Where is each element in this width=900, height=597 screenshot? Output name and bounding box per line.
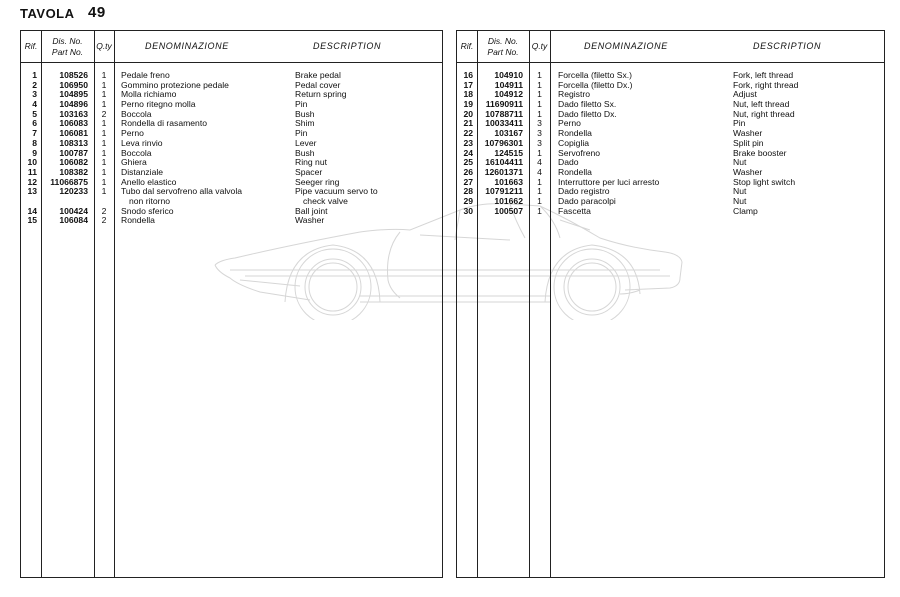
header-dis-no-label: Dis. No. [52,35,83,46]
title-label: TAVOLA [20,6,75,21]
rif-cell: 21 [463,118,473,129]
part-number-cell: 104895 [59,89,88,100]
quantity-cell: 3 [537,137,542,148]
quantity-cell: 3 [537,128,542,139]
rif-cell: 10 [27,157,37,168]
part-number-cell: 104896 [59,99,88,110]
part-number-cell: 101662 [494,195,523,206]
part-number-cell: 108313 [59,137,88,148]
rif-cell: 17 [463,79,473,90]
denominazione-cell: Dado registro [558,186,610,197]
description-cell: Adjust [733,89,757,100]
quantity-cell: 4 [537,157,542,168]
rif-cell: 9 [32,147,37,158]
quantity-cell: 4 [537,166,542,177]
rif-cell: 27 [463,176,473,187]
denominazione-cell: Interruttore per luci arresto [558,176,660,187]
rif-cell: 13 [27,186,37,197]
quantity-cell: 1 [537,79,542,90]
part-number-cell: 100424 [59,205,88,216]
parts-table-right [456,30,885,578]
part-number-cell: 103163 [59,108,88,119]
denominazione-cell: Rondella [121,215,155,226]
part-number-cell: 100787 [59,147,88,158]
denominazione-cell: Snodo sferico [121,205,174,216]
part-number-cell: 11690911 [485,99,523,110]
description-cell: Split pin [733,137,764,148]
rif-cell: 20 [463,108,473,119]
part-number-cell: 10033411 [485,118,523,129]
quantity-cell: 1 [537,147,542,158]
rif-cell: 14 [27,205,37,216]
rows-right [457,71,884,216]
rif-cell: 23 [463,137,473,148]
description-cell: Nut, left thread [733,99,790,110]
description-cell: Seeger ring [295,176,340,187]
header-qty: Q.ty [96,41,112,51]
rif-cell: 11 [27,166,37,177]
quantity-cell: 1 [101,137,107,148]
denominazione-cell: Rondella [558,166,592,177]
description-cell: Brake pedal [295,70,341,80]
part-number-cell: 103167 [494,128,523,139]
quantity-cell: 1 [101,186,107,197]
header-part-no-label: Part No. [51,46,84,57]
part-number-cell: 120233 [59,186,88,197]
quantity-cell: 1 [101,166,107,177]
part-number-cell: 108526 [59,70,88,80]
rif-cell: 29 [463,195,473,206]
description-cell: Pedal cover [295,79,341,90]
denominazione-cell: Rondella [558,128,592,139]
part-number-cell: 106082 [59,157,88,168]
rif-cell: 7 [32,128,37,139]
quantity-cell: 1 [101,176,107,187]
header-rif: Rif. [24,41,38,51]
rif-cell: 25 [463,157,473,168]
table-row [21,216,442,226]
denominazione-cell: Anello elastico [121,176,177,187]
description-cell: Brake booster [733,147,787,158]
rif-cell: 6 [32,118,37,129]
description-cell: Bush [295,108,315,119]
rif-cell: 28 [463,186,473,197]
description-cell: Washer [295,215,325,226]
description-cell: Lever [295,137,317,148]
rif-cell: 1 [32,70,37,80]
denominazione-cell: Forcella (filetto Dx.) [558,79,633,90]
header-description: DESCRIPTION [313,41,382,51]
part-number-cell: 100507 [494,205,523,216]
rif-cell: 24 [463,147,473,158]
rif-cell: 8 [32,137,37,148]
quantity-cell: 1 [537,99,542,110]
rif-cell: 3 [32,89,37,100]
header-qty: Q.ty [531,41,548,51]
header-part-no-label: Part No. [487,46,519,57]
rif-cell: 15 [27,215,37,226]
part-number-cell: 104910 [494,70,523,80]
header-divider [21,62,442,63]
quantity-cell: 1 [537,176,542,187]
rif-cell: 22 [463,128,473,139]
quantity-cell: 1 [537,108,542,119]
denominazione-cell: Gommino protezione pedale [121,79,229,90]
description-cell: Nut [733,186,747,197]
denominazione-cell: Pedale freno [121,70,170,80]
description-cell: Bush [295,147,315,158]
part-number-cell: 101663 [494,176,523,187]
header-description: DESCRIPTION [753,41,822,51]
rows-left [21,71,442,226]
rif-cell: 12 [27,176,37,187]
description-cell: Nut, right thread [733,108,795,119]
quantity-cell: 1 [537,186,542,197]
header-part-no [477,31,529,62]
quantity-cell: 1 [101,118,107,129]
denominazione-cell: Rondella di rasamento [121,118,207,129]
description-cell: Pipe vacuum servo to [295,186,378,197]
quantity-cell: 2 [101,108,107,119]
rif-cell: 26 [463,166,473,177]
denominazione-cell: Molla richiamo [121,89,177,100]
description-cell: Washer [733,128,763,139]
part-number-cell: 10796301 [484,137,523,148]
quantity-cell: 3 [537,118,542,129]
quantity-cell: 1 [537,70,542,80]
quantity-cell: 1 [101,99,107,110]
part-number-cell: 12601371 [484,166,523,177]
rif-cell: 16 [463,70,473,80]
part-number-cell: 10791211 [485,186,523,197]
denominazione-cell: Perno [121,128,144,139]
parts-table-left [20,30,443,578]
denominazione-cell: Dado paracolpi [558,195,616,206]
rif-cell: 4 [32,99,37,110]
header-divider [457,62,884,63]
description-cell: Fork, right thread [733,79,799,90]
description-cell: Ring nut [295,157,328,168]
header-denominazione: DENOMINAZIONE [145,41,229,51]
description-cell: Shim [295,118,315,129]
denominazione-cell: Ghiera [121,157,147,168]
denominazione-cell: Tubo dal servofreno alla valvola [121,186,243,197]
table-row [457,207,884,217]
description-cell: Clamp [733,205,758,216]
table-number: 49 [88,4,106,21]
description-cell: Pin [295,128,308,139]
denominazione-cell: Servofreno [558,147,601,158]
rif-cell: 2 [32,79,37,90]
header-denominazione: DENOMINAZIONE [584,41,668,51]
part-number-cell: 106081 [59,128,88,139]
denominazione-cell: Forcella (filetto Sx.) [558,70,633,80]
table-row [21,187,442,197]
denominazione-cell: Perno ritegno molla [121,99,196,110]
quantity-cell: 1 [101,147,107,158]
quantity-cell: 1 [101,89,107,100]
quantity-cell: 2 [101,215,107,226]
quantity-cell: 1 [101,70,107,80]
denominazione-cell: Boccola [121,108,152,119]
denominazione-cell: Boccola [121,147,152,158]
part-number-cell: 104911 [494,79,523,90]
part-number-cell: 106084 [59,215,88,226]
denominazione-cell: Leva rinvio [121,137,163,148]
description-cell: Nut [733,195,747,206]
header-dis-no-label: Dis. No. [487,35,519,46]
quantity-cell: 2 [101,205,107,216]
part-number-cell: 108382 [59,166,88,177]
description-cell: Fork, left thread [733,70,794,80]
denominazione-cell: Dado filetto Dx. [558,108,617,119]
part-number-cell: 104912 [494,89,523,100]
quantity-cell: 1 [101,157,107,168]
denominazione-cell: Distanziale [121,166,164,177]
part-number-cell: 11066875 [50,176,88,187]
quantity-cell: 1 [537,89,542,100]
description-cell: Stop light switch [733,176,796,187]
quantity-cell: 1 [537,195,542,206]
denominazione-cell: Dado filetto Sx. [558,99,617,110]
quantity-cell: 1 [537,205,542,216]
quantity-cell: 1 [101,79,107,90]
description-cell: Pin [295,99,308,110]
denominazione-cell: Registro [558,89,590,100]
description-cell: Pin [733,118,746,129]
rif-cell: 5 [32,108,37,119]
part-number-cell: 10788711 [485,108,523,119]
description-cell: Return spring [295,89,347,100]
rif-cell: 19 [463,99,473,110]
denominazione-cell: Dado [558,157,579,168]
denominazione-cell: Perno [558,118,581,129]
part-number-cell: 106083 [59,118,88,129]
page-title [20,4,106,21]
description-cell-continued: check valve [303,195,348,206]
rif-cell: 18 [463,89,473,100]
header-part-no [41,31,94,62]
quantity-cell: 1 [101,128,107,139]
description-cell: Nut [733,157,747,168]
header-rif: Rif. [460,41,474,51]
denominazione-cell: Fascetta [558,205,591,216]
denominazione-cell: Copiglia [558,137,590,148]
rif-cell: 30 [463,205,473,216]
description-cell: Spacer [295,166,323,177]
denominazione-cell-continued: non ritorno [129,195,171,206]
description-cell: Ball joint [295,205,328,216]
description-cell: Washer [733,166,763,177]
part-number-cell: 124515 [494,147,523,158]
part-number-cell: 106950 [59,79,88,90]
part-number-cell: 16104411 [485,157,523,168]
